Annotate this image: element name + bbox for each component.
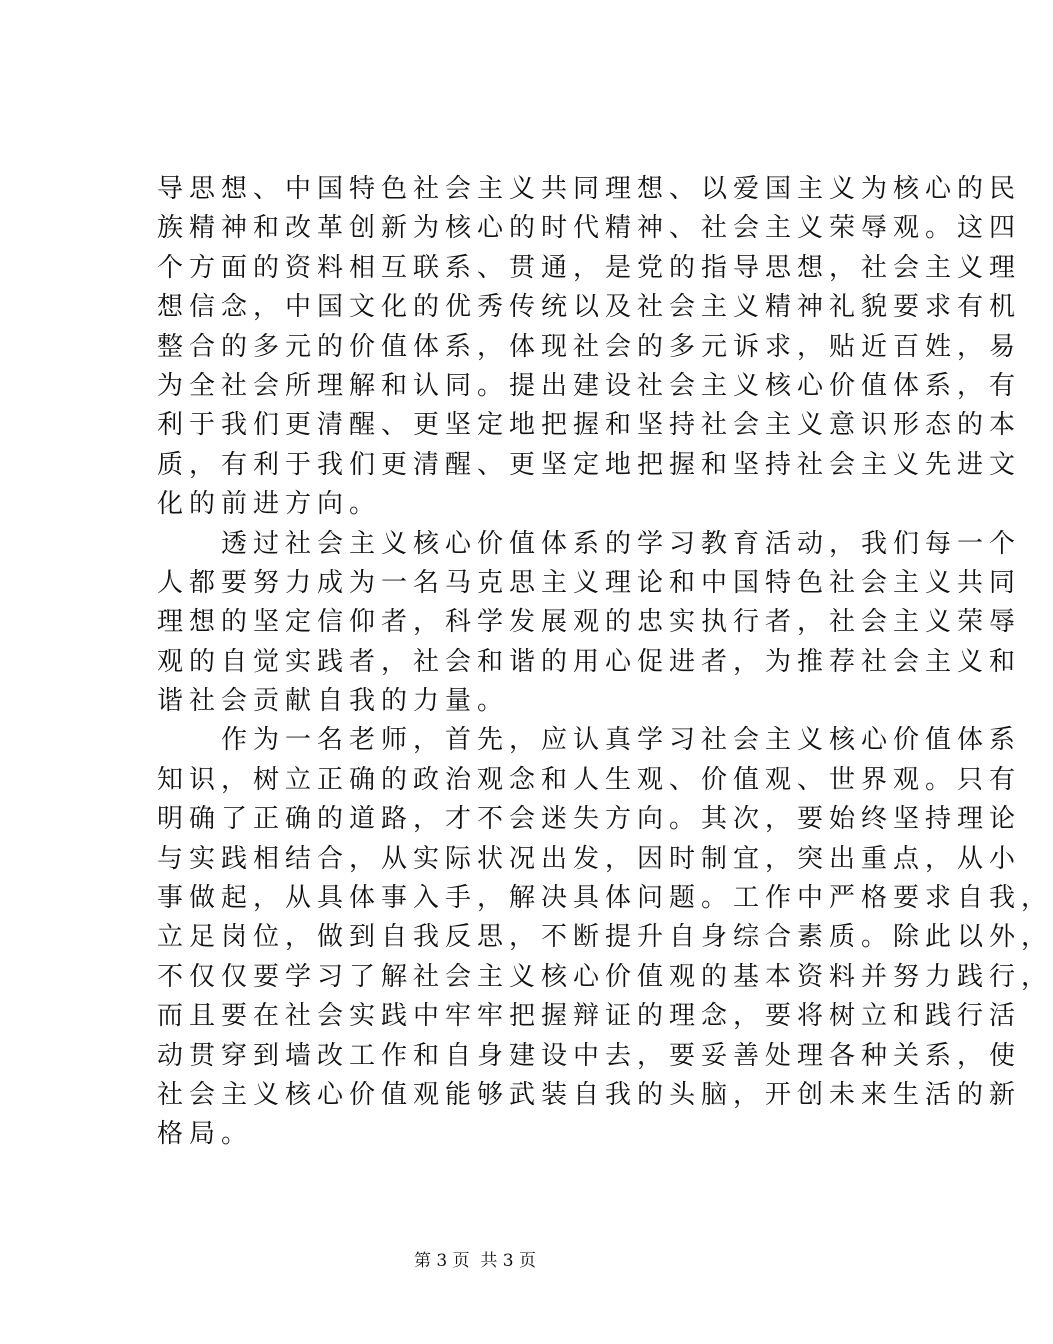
text-line: 事做起，从具体事入手，解决具体问题。工作中严格要求自我， xyxy=(157,883,1053,914)
text-line: 格局。 xyxy=(157,1119,254,1150)
paragraph xyxy=(157,170,1022,525)
text-line: 而且要在社会实践中牢牢把握辩证的理念，要将树立和践行活 xyxy=(157,1001,1022,1032)
text-line: 观的自觉实践者，社会和谐的用心促进者，为推荐社会主义和 xyxy=(157,646,1022,677)
text-line: 为全社会所理解和认同。提出建设社会主义核心价值体系，有 xyxy=(157,370,1022,401)
text-line: 化的前进方向。 xyxy=(157,489,382,520)
text-line: 明确了正确的道路，才不会迷失方向。其次，要始终坚持理论 xyxy=(157,804,1022,835)
document-body xyxy=(157,170,1053,1155)
text-line: 不仅仅要学习了解社会主义核心价值观的基本资料并努力践行， xyxy=(157,961,1053,992)
text-line: 与实践相结合，从实际状况出发，因时制宜，突出重点，从小 xyxy=(157,843,1022,874)
text-line: 透过社会主义核心价值体系的学习教育活动，我们每一个 xyxy=(221,528,1022,559)
text-line: 族精神和改革创新为核心的时代精神、社会主义荣辱观。这四 xyxy=(157,213,1022,244)
paragraph xyxy=(157,525,1022,722)
text-line: 知识，树立正确的政治观念和人生观、价值观、世界观。只有 xyxy=(157,764,1022,795)
page-footer: 第 3 页 共 3 页 xyxy=(413,1251,537,1271)
text-line: 立足岗位，做到自我反思，不断提升自身综合素质。除此以外， xyxy=(157,922,1053,953)
text-line: 整合的多元的价值体系，体现社会的多元诉求，贴近百姓，易 xyxy=(157,331,1022,362)
text-line: 人都要努力成为一名马克思主义理论和中国特色社会主义共同 xyxy=(157,567,1022,598)
text-line: 质，有利于我们更清醒、更坚定地把握和坚持社会主义先进文 xyxy=(157,449,1022,480)
paragraph xyxy=(157,721,1053,1154)
text-line: 导思想、中国特色社会主义共同理想、以爱国主义为核心的民 xyxy=(157,174,1022,204)
text-line: 社会主义核心价值观能够武装自我的头脑，开创未来生活的新 xyxy=(157,1079,1022,1110)
text-line: 动贯穿到墙改工作和自身建设中去，要妥善处理各种关系，使 xyxy=(157,1040,1022,1071)
text-line: 作为一名老师，首先，应认真学习社会主义核心价值体系 xyxy=(221,725,1022,756)
text-line: 谐社会贡献自我的力量。 xyxy=(157,686,510,717)
text-line: 利于我们更清醒、更坚定地把握和坚持社会主义意识形态的本 xyxy=(157,410,1022,441)
text-line: 个方面的资料相互联系、贯通，是党的指导思想，社会主义理 xyxy=(157,252,1022,283)
text-line: 理想的坚定信仰者，科学发展观的忠实执行者，社会主义荣辱 xyxy=(157,607,1022,638)
text-line: 想信念，中国文化的优秀传统以及社会主义精神礼貌要求有机 xyxy=(157,292,1022,323)
